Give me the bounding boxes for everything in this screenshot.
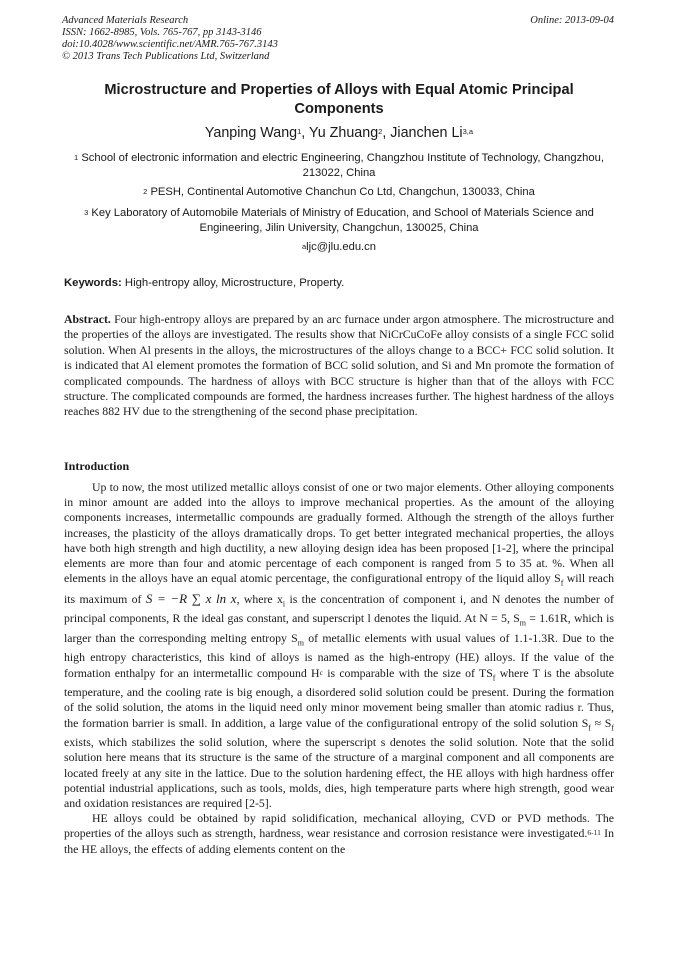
affiliation-3: [64, 206, 614, 236]
reference-sup: 6-11: [587, 828, 601, 838]
affiliation-2: [64, 185, 614, 200]
abstract: [64, 312, 614, 420]
text-run: is the concentration of component i, and N denotes the number of principal components, R the ideal gas constant, and superscript l denotes the liquid. At N = 5, S: [64, 591, 614, 626]
journal-name: Advanced Materials Research: [62, 15, 189, 26]
affiliation-sup: 2: [143, 187, 148, 196]
text-run: will reach its maximum of: [64, 571, 614, 606]
text-run: , where x: [236, 591, 283, 606]
author-sup: 2: [378, 127, 383, 136]
author-sup: 1: [297, 127, 302, 136]
email-address: ljc@jlu.edu.cn: [306, 241, 376, 253]
affiliation-text: School of electronic information and electric Engineering, Changzhou Institute of Technology, Changzhou, 213022, China: [81, 152, 604, 179]
text-run: = 1.61R, which is larger than the corresponding melting entropy S: [64, 611, 614, 645]
issn-line: ISSN: 1662-8985, Vols. 765-767, pp 3143-3146: [62, 27, 262, 38]
keywords-label: Keywords:: [64, 277, 122, 289]
author-name: Jianchen Li: [390, 125, 463, 141]
paper-title: Microstructure and Properties of Alloys with Equal Atomic Principal Components: [104, 82, 574, 117]
text-run: of metallic elements with usual values of 1.1-1.3R. Due to the high entropy characteristics, this kind of alloys is named as the high-entropy (HE) alloys. If the value of the formation enthalpy for an intermetallic compound H: [64, 630, 614, 680]
affiliation-sup: 3: [84, 208, 89, 217]
affiliation-sup: 1: [74, 153, 79, 162]
text-run: HE alloys could be obtained by rapid solidification, mechanical alloying, CVD or PVD methods. The properties of the alloys such as strength, hardness, wear resistance and corrosion resistance were investigated.: [64, 811, 614, 841]
online-date: Online: 2013-09-04: [530, 15, 614, 26]
keywords-text: High-entropy alloy, Microstructure, Property.: [124, 277, 345, 289]
doi-line: doi:10.4028/www.scientific.net/AMR.765-767.3143: [62, 39, 278, 50]
paragraph: Up to now, the most utilized metallic alloys consist of one or two major elements. Other alloying components in minor amount are added into the alloys to improve mechanical properties. As the amount of the alloying components increases, intermetallic compounds are gradually formed. Although the strength of the alloys further increases, the plasticity of the alloys dramatically drops. To get better integrated mechanical properties, the alloys have both high strength and high ductility, a new alloying design idea has been proposed [1-2], where the principal elements are more than four and atomic percentage of each component is ranged from 5 to 35 at. %. When all elements in the alloys have an equal atomic percentage, the configurational entropy of the liquid alloy $S_f$ will reach its maximum of S = −R ∑ x ln x, where $x_i$ is the concentration of component i, and N denotes the number of principal components, R the ideal gas constant, and superscript l denotes the liquid. At N = 5, $S_m = 1.61R$, which is larger than the corresponding melting entropy $S_m$ of metallic elements with usual values of 1.1-1.3R. Due to the high entropy characteristics, this kind of alloys is named as the high-entropy (HE) alloys. If the value of the formation enthalpy for an intermetallic compound $H^c$ is comparable with the size of $TS_f$ where T is the absolute temperature, and the cooling rate is big enough, a disordered solid solution could be present. During the formation of the solid solution, the atoms in the liquid need only minor movement being smaller than atomic radius r. Thus, the formation barrier is small. In addition, a large value of the configurational entropy of the solid solution $S_f \approx S_f$ exists, which stabilizes the solid solution, where the superscript s denotes the solid solution. Note that the solid solution here means that its structure is the same of the structure of a marginal component and all components are located freely at any site in the lattice. Due to the solution hardening effect, the HE alloys with high hardness offer potential industrial applications, such as tools, molds, dies, high temperature parts where high strength, good wear and oxidation resistances are required [2-5].: [64, 480, 614, 811]
text-run: Up to now, the most utilized metallic alloys consist of one or two major elements. Other alloying components in minor amount are added into the alloys to improve mechanical properties. As the amount of the alloying components increases, intermetallic compounds are gradually formed. Although the strength of the alloys further increases, the plasticity of the alloys dramatically drops. To get better integrated mechanical properties, the alloys have both high strength and high ductility, a new alloying design idea has been proposed [1-2], where the principal elements are more than four and atomic percentage of each component is ranged from 5 to 35 at. %. When all elements in the alloys have an equal atomic percentage, the configurational entropy of the liquid alloy S: [64, 480, 614, 586]
copyright-line: © 2013 Trans Tech Publications Ltd, Switzerland: [62, 51, 270, 62]
section-heading-introduction: Introduction: [64, 459, 130, 473]
affiliation-text: PESH, Continental Automotive Chanchun Co Ltd, Changchun, 130033, China: [150, 186, 535, 198]
text-run: exists, which stabilizes the solid solution, where the superscript s denotes the solid solution. Note that the solid solution here means that its structure is the same of the structure of a marginal component and all components are located freely at any site in the lattice. Due to the solution hardening effect, the HE alloys with high hardness offer potential industrial applications, such as tools, molds, dies, high temperature parts where high strength, good wear and oxidation resistances are required [2-5].: [64, 735, 614, 811]
paragraph: [64, 811, 614, 857]
journal-header: [62, 15, 278, 63]
keywords: [64, 277, 614, 289]
text-run: ≈ S: [590, 715, 612, 730]
author-list: Yanping Wang$^1$, Yu Zhuang$^2$, Jianchen Li$^{3,a}$: [204, 125, 474, 141]
introduction-body: [64, 480, 614, 857]
affiliation-1: [64, 151, 614, 181]
affiliation-text: Key Laboratory of Automobile Materials of Ministry of Education, and School of Materials Science and Engineering, Jilin University, Changchun, 130025, China: [91, 207, 594, 234]
text-run: In the HE alloys, the effects of adding elements content on the: [64, 826, 615, 856]
abstract-text: Four high-entropy alloys are prepared by an arc furnace under argon atmosphere. The microstructure and the properties of the alloys are investigated. The results show that NiCrCuCoFe alloy consists of a single FCC solid solution. When Al presents in the alloys, the microstructures of the alloys change to a BCC+ FCC solid solution. It is indicated that Al element promotes the formation of BCC solid solution, and Si and Mn promote the formation of complicated compounds. The hardness of alloys with BCC structure is higher than that of the alloys with FCC structure. The complicated compounds are formed, the hardness increases further. The highest hardness of the alloys reaches 882 HV due to the strengthening of the second phase precipitation.: [64, 312, 615, 419]
email-sup: a: [302, 242, 307, 251]
email-line: [64, 240, 614, 255]
abstract-label: Abstract.: [64, 312, 111, 326]
entropy-formula: S = −R ∑ x ln x: [145, 590, 237, 606]
text-run: where T is the absolute temperature, and the cooling rate is big enough, a disordered solid solution could be present. During the formation of the solid solution, the atoms in the liquid need only minor movement being smaller than atomic radius r. Thus, the formation barrier is small. In addition, a large value of the configurational entropy of the solid solution S: [64, 665, 614, 730]
text-run: is comparable with the size of TS: [322, 665, 493, 680]
author-sup: 3,a: [462, 127, 474, 136]
author-name: Yu Zhuang: [308, 125, 379, 141]
author-name: Yanping Wang: [204, 125, 298, 141]
